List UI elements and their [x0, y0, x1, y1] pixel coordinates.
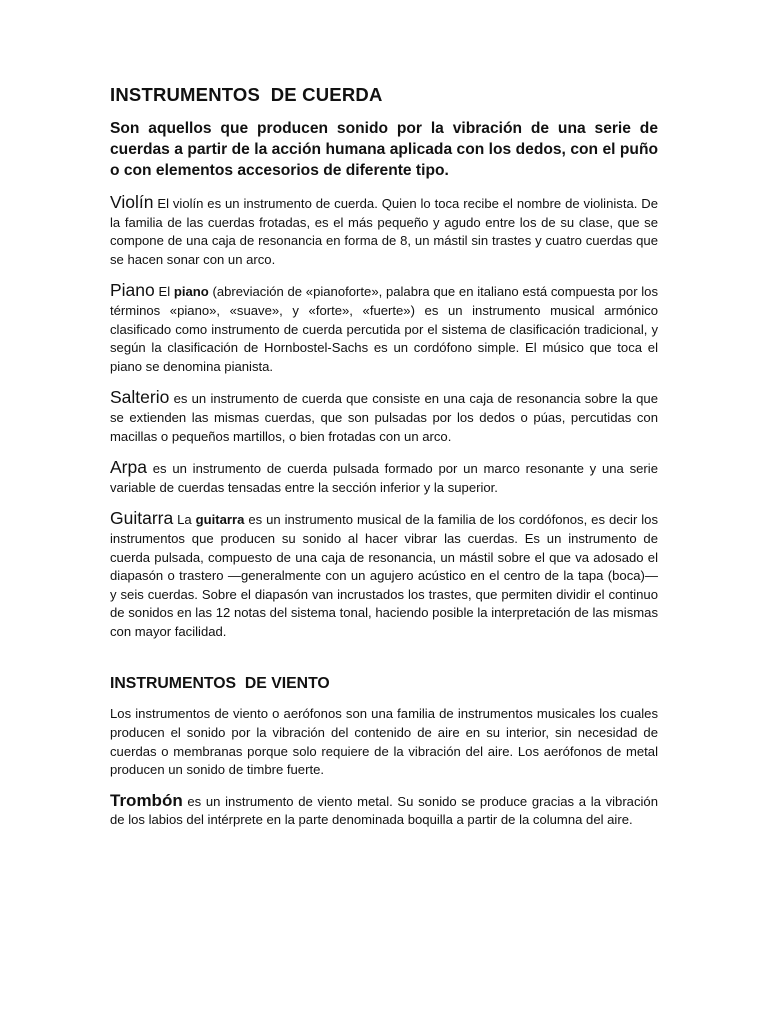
entry-guitarra-pre: La — [173, 512, 196, 528]
term-arpa: Arpa — [110, 457, 147, 478]
entry-piano-pre: El — [154, 284, 174, 300]
term-guitarra: Guitarra — [110, 508, 174, 529]
term-salterio: Salterio — [110, 387, 170, 408]
entry-guitarra — [110, 509, 658, 641]
term-trombon: Trombón — [110, 790, 183, 810]
section-intro-cuerda: Son aquellos que producen sonido por la vibración de una serie de cuerdas a partir de la acción humana aplicada con los dedos, con el puño o con elementos accesorios de diferente tipo. — [110, 120, 658, 179]
entry-guitarra-bold: guitarra — [195, 512, 245, 528]
term-violin: Violín — [110, 192, 154, 212]
entry-piano-bold: piano — [173, 284, 209, 300]
entry-guitarra-text: es un instrumento musical de la familia de los cordófonos, es decir los instrumentos que producen su sonido al hacer vibrar las cuerdas. Es un instrumento de cuerda pulsada, compuesto de una caja de resonancia, un mástil sobre el que va adosado el diapasón o trastero —generalmente con un agujero acústico en el centro de la tapa (boca)— y seis cuerdas. Sobre el diapasón van incrustados los trastes, que permiten dividir el continuo de sonidos en las 12 notas del sistema tonal, haciendo posible la interpretación de las mismas con mayor facilidad. — [110, 512, 658, 639]
entry-violin — [110, 193, 658, 269]
entry-arpa-text: es un instrumento de cuerda pulsada formado por un marco resonante y una serie variable de cuerdas tensadas entre la sección inferior y la superior. — [110, 461, 658, 495]
entry-piano-text: (abreviación de «pianoforte», palabra que en italiano está compuesta por los términos «piano», «suave», y «forte», «fuerte») es un instrumento musical armónico clasificado como instrumento de cuerda percutida por el sistema de clasificación tradicional, y según la clasificación de Hornbostel-Sachs es un cordófono simple. El músico que toca el piano se denomina pianista. — [110, 284, 659, 374]
section-title-viento: INSTRUMENTOS DE VIENTO — [110, 675, 330, 693]
entry-trombon — [110, 792, 658, 830]
entry-salterio — [110, 388, 658, 446]
term-piano: Piano — [110, 280, 155, 301]
entry-salterio-text: es un instrumento de cuerda que consiste en una caja de resonancia sobre la que se extienden las mismas cuerdas, que son pulsadas por los dedos o púas, percutidas con macillas o pequeños martillos, o bien frotadas con un arco. — [110, 391, 658, 444]
entry-trombon-text: es un instrumento de viento metal. Su sonido se produce gracias a la vibración de los labios del intérprete en la parte denominada boquilla a partir de la columna del aire. — [110, 793, 658, 828]
entry-piano — [110, 281, 658, 376]
section-title-cuerda: INSTRUMENTOS DE CUERDA — [110, 84, 383, 105]
document-body — [110, 84, 658, 830]
entry-arpa — [110, 458, 658, 497]
entry-violin-text: El violín es un instrumento de cuerda. Quien lo toca recibe el nombre de violinista. De la familia de las cuerdas frotadas, es el más pequeño y agudo entre los de su clase, que se compone de una caja de resonancia en forma de 8, un mástil sin trastes y cuatro cuerdas que se hacen sonar con un arco. — [110, 196, 658, 267]
section-intro-viento: Los instrumentos de viento o aerófonos son una familia de instrumentos musicales los cuales producen el sonido por la vibración del contenido de aire en su interior, sin necesidad de cuerdas o membranas porque solo requiere de la vibración del aire. Los aerófonos de metal producen un sonido de timbre fuerte. — [110, 706, 658, 778]
